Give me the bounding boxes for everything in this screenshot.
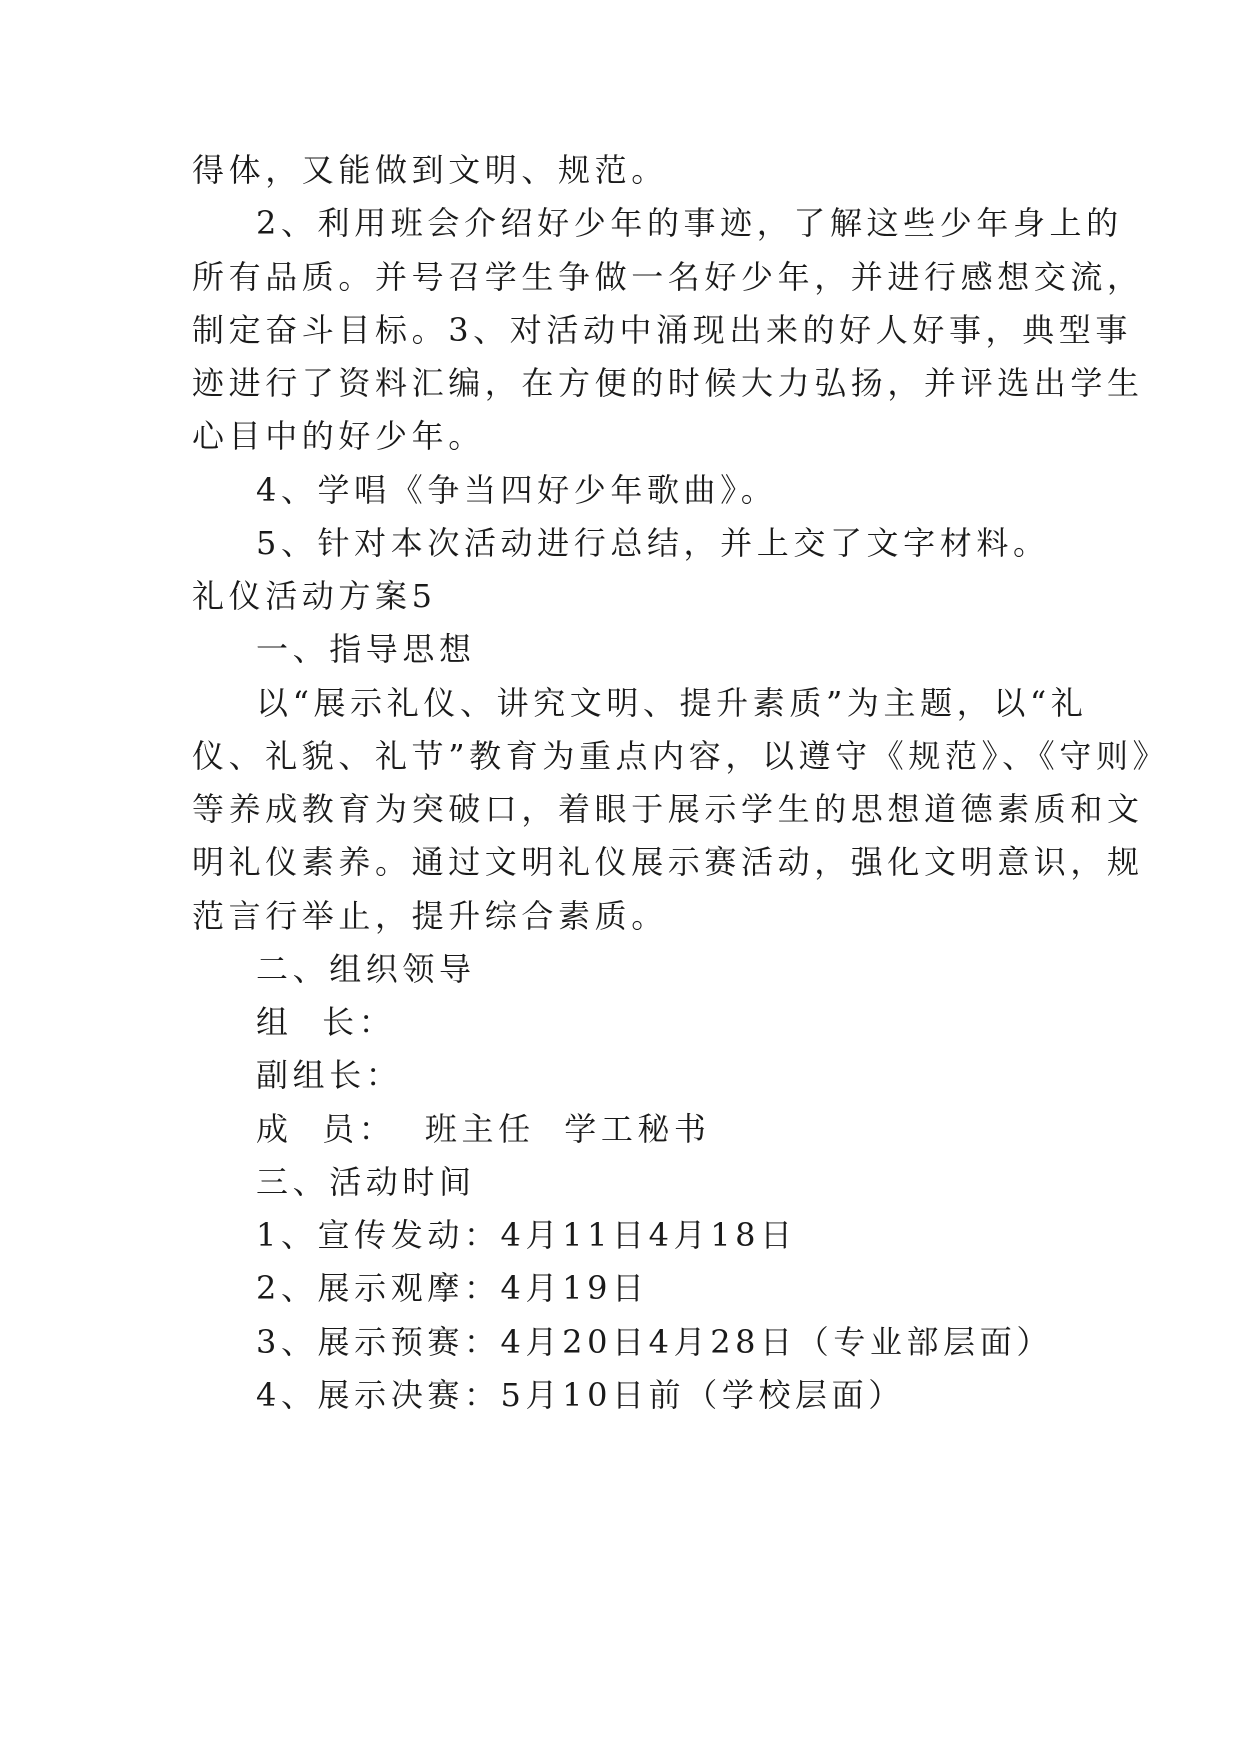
heading: 三、活动时间 — [256, 1163, 476, 1201]
text-line: 明礼仪素养。通过文明礼仪展示赛活动，强化文明意识，规 — [192, 843, 1144, 881]
text-line: 得体，又能做到文明、规范。 — [192, 151, 668, 189]
text-line: 范言行举止，提升综合素质。 — [192, 897, 668, 935]
text-line: 4、学唱《争当四好少年歌曲》。 — [256, 471, 778, 509]
text-line: 等养成教育为突破口，着眼于展示学生的思想道德素质和文 — [192, 790, 1144, 828]
heading: 一、指导思想 — [256, 630, 476, 668]
text-line: 仪、礼貌、礼节”教育为重点内容，以遵守《规范》、《守则》 — [192, 737, 1170, 775]
text-line: 组 长： — [256, 1003, 396, 1041]
text-line: 2、利用班会介绍好少年的事迹，了解这些少年身上的 — [256, 204, 1123, 242]
text-line: 迹进行了资料汇编，在方便的时候大力弘扬，并评选出学生 — [192, 364, 1144, 402]
text-line: 所有品质。并号召学生争做一名好少年，并进行感想交流， — [192, 258, 1144, 296]
section-title: 礼仪活动方案5 — [192, 577, 437, 615]
text-line: 4、展示决赛：5月10日前（学校层面） — [256, 1376, 905, 1414]
text-line: 1、宣传发动：4月11日4月18日 — [256, 1216, 797, 1254]
text-line: 成 员： 班主任 学工秘书 — [256, 1110, 711, 1148]
text-line: 副组长： — [256, 1056, 403, 1094]
text-line: 心目中的好少年。 — [192, 417, 485, 455]
text-line: 制定奋斗目标。3、对活动中涌现出来的好人好事，典型事 — [192, 311, 1132, 349]
heading: 二、组织领导 — [256, 950, 476, 988]
text-line: 2、展示观摩：4月19日 — [256, 1269, 649, 1307]
text-line: 以“展示礼仪、讲究文明、提升素质”为主题，以“礼 — [256, 684, 1088, 722]
text-line: 5、针对本次活动进行总结，并上交了文字材料。 — [256, 524, 1050, 562]
text-line: 3、展示预赛：4月20日4月28日（专业部层面） — [256, 1323, 1053, 1361]
